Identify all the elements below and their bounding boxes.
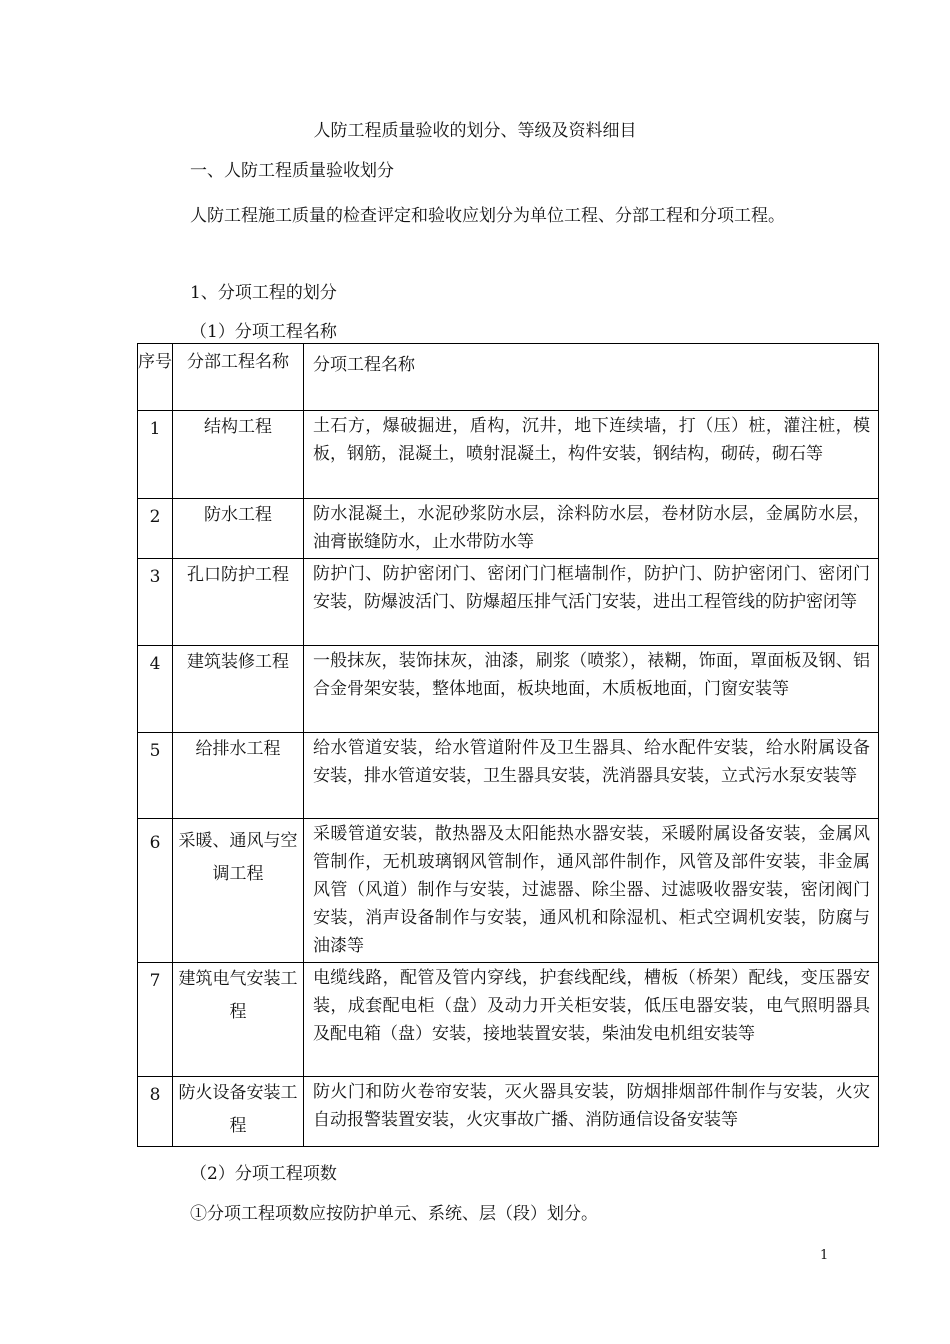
row-category: 给排水工程 — [173, 733, 304, 819]
header-category: 分部工程名称 — [173, 344, 304, 411]
row-no: 7 — [138, 963, 173, 1077]
row-category: 建筑电气安装工程 — [173, 963, 304, 1077]
intro-paragraph: 人防工程施工质量的检查评定和验收应划分为单位工程、分部工程和分项工程。 — [190, 206, 785, 226]
table-row — [138, 733, 879, 819]
table-caption: （1）分项工程名称 — [190, 322, 337, 342]
body-text: ①分项工程项数应按防护单元、系统、层（段）划分。 — [190, 1204, 598, 1224]
table-row — [138, 411, 879, 499]
row-category: 结构工程 — [173, 411, 304, 499]
row-items: 防护门、防护密闭门、密闭门门框墙制作，防护门、防护密闭门、密闭门安装，防爆波活门、防爆超压排气活门安装，进出工程管线的防护密闭等 — [304, 559, 879, 646]
row-category: 防火设备安装工程 — [173, 1077, 304, 1147]
row-no: 5 — [138, 733, 173, 819]
row-no: 4 — [138, 646, 173, 733]
subsection-heading: （2）分项工程项数 — [190, 1164, 337, 1184]
subitem-table — [137, 343, 879, 1147]
subsection-heading: 1、分项工程的划分 — [190, 283, 337, 303]
row-category: 建筑装修工程 — [173, 646, 304, 733]
section-heading: 一、人防工程质量验收划分 — [190, 161, 394, 181]
row-no: 2 — [138, 499, 173, 559]
row-items: 土石方，爆破掘进，盾构，沉井，地下连续墙，打（压）桩，灌注桩，模板，钢筋，混凝土，喷射混凝土，构件安装，钢结构，砌砖，砌石等 — [304, 411, 879, 499]
table-row — [138, 1077, 879, 1147]
row-category: 采暖、通风与空调工程 — [173, 819, 304, 963]
table-row — [138, 559, 879, 646]
row-items: 采暖管道安装，散热器及太阳能热水器安装，采暖附属设备安装，金属风管制作，无机玻璃钢风管制作，通风部件制作，风管及部件安装，非金属风管（风道）制作与安装，过滤器、除尘器、过滤吸收器安装，密闭阀门安装，消声设备制作与安装，通风机和除湿机、柜式空调机安装，防腐与油漆等 — [304, 819, 879, 963]
row-category: 防水工程 — [173, 499, 304, 559]
table-row — [138, 819, 879, 963]
table-row — [138, 646, 879, 733]
row-items: 一般抹灰，装饰抹灰，油漆，刷浆（喷浆），裱糊，饰面，罩面板及钢、铝合金骨架安装，整体地面，板块地面，木质板地面，门窗安装等 — [304, 646, 879, 733]
document-title: 人防工程质量验收的划分、等级及资料细目 — [313, 121, 637, 141]
row-items: 防火门和防火卷帘安装，灭火器具安装，防烟排烟部件制作与安装，火灾自动报警装置安装，火灾事故广播、消防通信设备安装等 — [304, 1077, 879, 1147]
row-no: 8 — [138, 1077, 173, 1147]
table-row — [138, 963, 879, 1077]
row-items: 防水混凝土，水泥砂浆防水层，涂料防水层，卷材防水层，金属防水层，油膏嵌缝防水，止水带防水等 — [304, 499, 879, 559]
table-row — [138, 499, 879, 559]
row-items: 电缆线路，配管及管内穿线，护套线配线，槽板（桥架）配线，变压器安装，成套配电柜（盘）及动力开关柜安装，低压电器安装，电气照明器具及配电箱（盘）安装，接地装置安装，柴油发电机组安装等 — [304, 963, 879, 1077]
header-items: 分项工程名称 — [304, 344, 879, 411]
row-no: 6 — [138, 819, 173, 963]
header-no: 序号 — [138, 344, 173, 411]
row-items: 给水管道安装，给水管道附件及卫生器具、给水配件安装，给水附属设备安装，排水管道安装，卫生器具安装，洗消器具安装，立式污水泵安装等 — [304, 733, 879, 819]
row-no: 3 — [138, 559, 173, 646]
row-no: 1 — [138, 411, 173, 499]
table-header-row — [138, 344, 879, 411]
page-number: 1 — [820, 1248, 829, 1263]
row-category: 孔口防护工程 — [173, 559, 304, 646]
